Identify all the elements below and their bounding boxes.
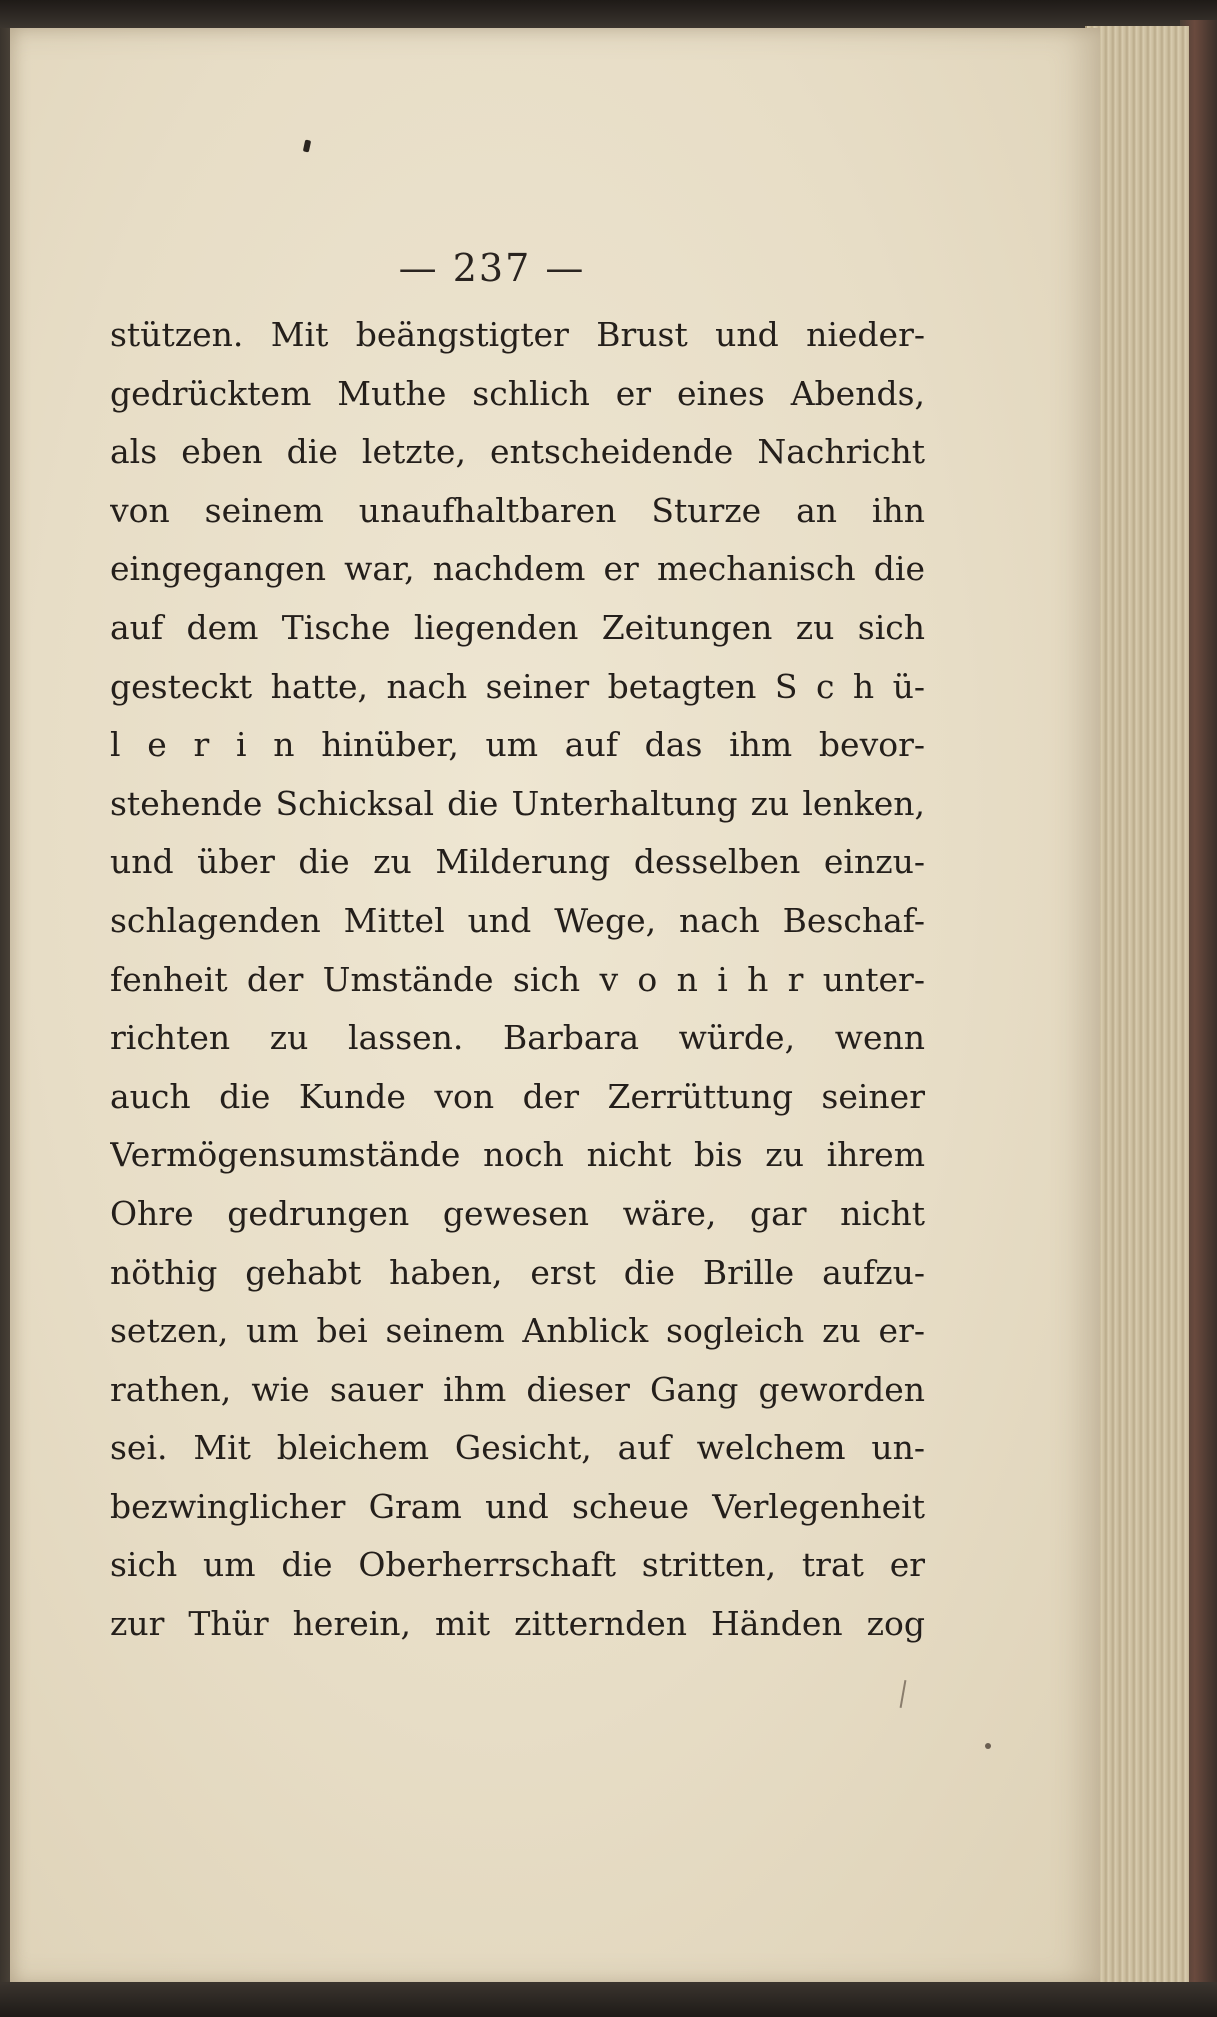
book-cover-top	[0, 0, 1217, 28]
paper-mark	[900, 1680, 907, 1708]
text-line: setzen, um bei seinem Anblick sogleich zu er-	[110, 1311, 925, 1351]
body-text	[110, 306, 925, 1654]
page-edges	[1085, 26, 1189, 1988]
text-line: rathen, wie sauer ihm dieser Gang geworden	[110, 1369, 925, 1409]
text-line: auch die Kunde von der Zerrüttung seiner	[110, 1076, 925, 1116]
book-cover-bottom	[0, 1982, 1217, 2017]
text-line: als eben die letzte, entscheidende Nachricht	[110, 432, 925, 472]
text-line: bezwinglicher Gram und scheue Verlegenheit	[110, 1486, 925, 1526]
text-line: richten zu lassen. Barbara würde, wenn	[110, 1018, 925, 1058]
text-line: auf dem Tische liegenden Zeitungen zu sich	[110, 607, 925, 647]
book-page	[10, 28, 1100, 1985]
paper-spot	[985, 1743, 991, 1749]
text-line: von seinem unaufhaltbaren Sturze an ihn	[110, 490, 925, 530]
text-line: stehende Schicksal die Unterhaltung zu lenken,	[110, 783, 925, 823]
text-line: Vermögensumstände noch nicht bis zu ihrem	[110, 1135, 925, 1175]
text-line: sich um die Oberherrschaft stritten, trat er	[110, 1545, 925, 1585]
text-line: Ohre gedrungen gewesen wäre, gar nicht	[110, 1193, 925, 1233]
text-line: zur Thür herein, mit zitternden Händen zog	[110, 1604, 925, 1644]
text-line: eingegangen war, nachdem er mechanisch die	[110, 549, 925, 589]
text-line: stützen. Mit beängstigter Brust und nieder-	[110, 315, 925, 354]
text-line: gedrücktem Muthe schlich er eines Abends,	[110, 373, 925, 413]
ink-speck	[303, 140, 311, 153]
text-line: schlagenden Mittel und Wege, nach Beschaf-	[110, 900, 925, 940]
page-number-header: — 237 —	[398, 246, 586, 290]
text-line: gesteckt hatte, nach seiner betagten S c h ü-	[110, 666, 925, 706]
text-line: l e r i n hinüber, um auf das ihm bevor-	[110, 725, 925, 765]
text-line: und über die zu Milderung desselben einzu-	[110, 842, 925, 882]
text-line: sei. Mit bleichem Gesicht, auf welchem un-	[110, 1428, 925, 1468]
text-line: nöthig gehabt haben, erst die Brille aufzu-	[110, 1252, 925, 1292]
text-line: fenheit der Umstände sich v o n i h r unter-	[110, 959, 925, 999]
